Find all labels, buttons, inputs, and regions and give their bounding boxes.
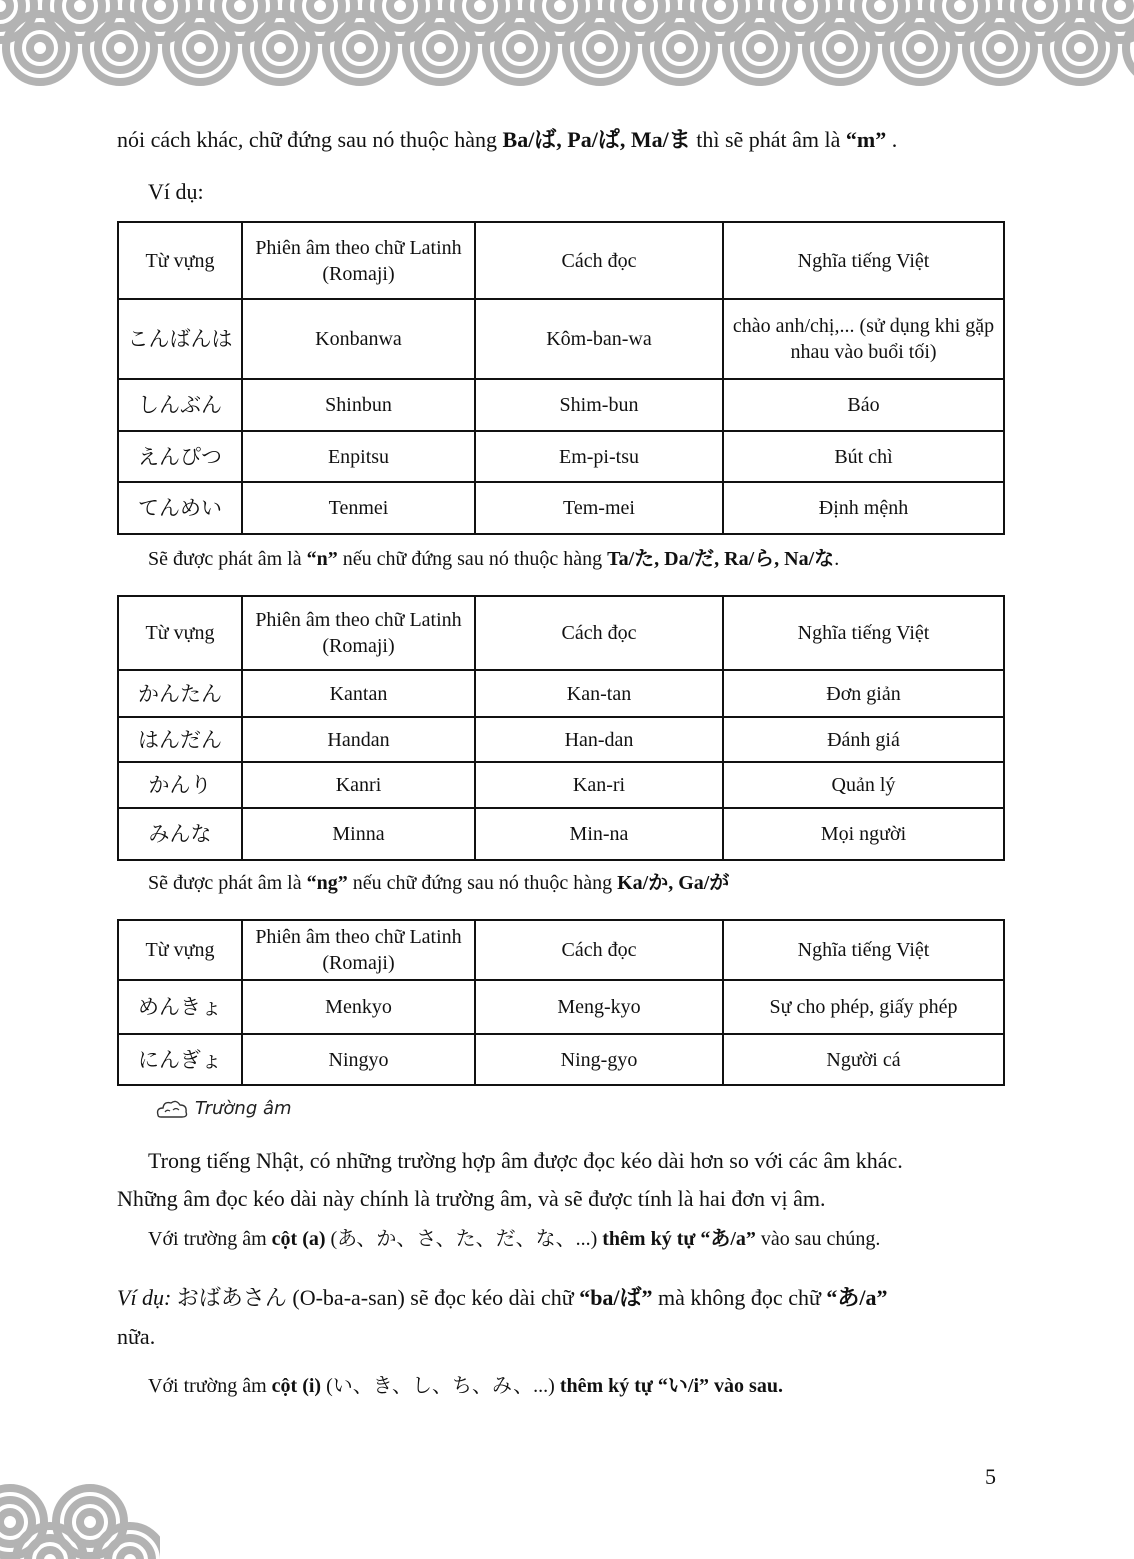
table-row (118, 808, 1004, 860)
vocab-table-m (117, 221, 1005, 535)
header-reading: Cách đọc (475, 920, 723, 980)
wave-scallop (966, 14, 1034, 82)
cell-vocab: にんぎょ (118, 1034, 242, 1085)
cell-reading: Min-na (475, 808, 723, 860)
header-meaning: Nghĩa tiếng Việt (723, 222, 1004, 299)
header-vocab: Từ vựng (118, 596, 242, 670)
header-reading: Cách đọc (475, 222, 723, 299)
cell-reading: Meng-kyo (475, 980, 723, 1034)
wave-scallop (326, 14, 394, 82)
table-row (118, 670, 1004, 717)
cell-meaning: Quản lý (723, 762, 1004, 808)
header-reading: Cách đọc (475, 596, 723, 670)
rule-i-line: Với trường âm cột (i) (い、き、し、ち、み、...) thêm ký tự “い/i” vào sau. (148, 1375, 783, 1397)
cell-vocab: こんばんは (118, 299, 242, 379)
table-row (118, 717, 1004, 762)
wave-scallop (406, 14, 474, 82)
header-meaning: Nghĩa tiếng Việt (723, 596, 1004, 670)
cell-romaji: Kantan (242, 670, 475, 717)
cell-meaning: Người cá (723, 1034, 1004, 1085)
cell-romaji: Shinbun (242, 379, 475, 431)
table-header-row (118, 596, 1004, 670)
cell-vocab: かんり (118, 762, 242, 808)
cell-reading: Kan-tan (475, 670, 723, 717)
cloud-icon (155, 1098, 189, 1120)
cell-vocab: めんきょ (118, 980, 242, 1034)
cell-meaning: Báo (723, 379, 1004, 431)
top-wave-decoration (0, 0, 1134, 90)
cell-vocab: はんだん (118, 717, 242, 762)
cell-romaji: Tenmei (242, 482, 475, 534)
header-romaji: Phiên âm theo chữ Latinh (Romaji) (242, 222, 475, 299)
wave-scallop (486, 14, 554, 82)
table-row (118, 482, 1004, 534)
rule-n-line: Sẽ được phát âm là “n” nếu chữ đứng sau nó thuộc hàng Ta/た, Da/だ, Ra/ら, Na/な. (148, 548, 840, 570)
header-vocab: Từ vựng (118, 222, 242, 299)
table-row (118, 299, 1004, 379)
paragraph-line: Những âm đọc kéo dài này chính là trường âm, và sẽ được tính là hai đơn vị âm. (117, 1186, 826, 1211)
cell-romaji: Enpitsu (242, 431, 475, 482)
table-row (118, 762, 1004, 808)
wave-scallop (806, 14, 874, 82)
cell-meaning: Đơn giản (723, 670, 1004, 717)
wave-scallop (96, 1526, 160, 1559)
cell-meaning: Định mệnh (723, 482, 1004, 534)
cell-reading: Kôm-ban-wa (475, 299, 723, 379)
section-heading (155, 1094, 292, 1124)
cell-reading: Tem-mei (475, 482, 723, 534)
cell-reading: Kan-ri (475, 762, 723, 808)
example-label: Ví dụ: (148, 179, 204, 204)
vocab-table-n (117, 595, 1005, 861)
example-line-end: nữa. (117, 1324, 156, 1349)
example-line: Ví dụ: おばあさん (O-ba-a-san) sẽ đọc kéo dài chữ “ba/ば” mà không đọc chữ “あ/a” (117, 1285, 888, 1310)
bottom-wave-decoration (0, 1460, 160, 1559)
header-meaning: Nghĩa tiếng Việt (723, 920, 1004, 980)
wave-scallop (16, 1526, 84, 1559)
cell-reading: Han-dan (475, 717, 723, 762)
cell-meaning: Đánh giá (723, 717, 1004, 762)
cell-meaning: Sự cho phép, giấy phép (723, 980, 1004, 1034)
wave-scallop (886, 14, 954, 82)
wave-scallop (6, 14, 74, 82)
cell-vocab: かんたん (118, 670, 242, 717)
rule-a-line: Với trường âm cột (a) (あ、か、さ、た、だ、な、...) thêm ký tự “あ/a” vào sau chúng. (148, 1228, 881, 1250)
cell-romaji: Konbanwa (242, 299, 475, 379)
cell-reading: Shim-bun (475, 379, 723, 431)
wave-scallop (566, 14, 634, 82)
intro-line: nói cách khác, chữ đứng sau nó thuộc hàng Ba/ば, Pa/ぱ, Ma/ま thì sẽ phát âm là “m” . (117, 127, 898, 152)
table-header-row (118, 920, 1004, 980)
cell-reading: Em-pi-tsu (475, 431, 723, 482)
cell-meaning: Mọi người (723, 808, 1004, 860)
cell-vocab: しんぶん (118, 379, 242, 431)
page-number: 5 (985, 1464, 996, 1489)
vocab-table-ng (117, 919, 1005, 1086)
table-row (118, 1034, 1004, 1085)
wave-scallop (246, 14, 314, 82)
wave-scallop (1046, 14, 1114, 82)
cell-reading: Ning-gyo (475, 1034, 723, 1085)
section-title: Trường âm (195, 1098, 292, 1119)
cell-vocab: みんな (118, 808, 242, 860)
cell-romaji: Menkyo (242, 980, 475, 1034)
header-romaji: Phiên âm theo chữ Latinh (Romaji) (242, 596, 475, 670)
table-row (118, 431, 1004, 482)
cell-romaji: Ningyo (242, 1034, 475, 1085)
rule-ng-line: Sẽ được phát âm là “ng” nếu chữ đứng sau nó thuộc hàng Ka/か, Ga/が (148, 872, 730, 894)
cell-romaji: Kanri (242, 762, 475, 808)
header-vocab: Từ vựng (118, 920, 242, 980)
wave-scallop (166, 14, 234, 82)
cell-meaning: Bút chì (723, 431, 1004, 482)
header-romaji: Phiên âm theo chữ Latinh (Romaji) (242, 920, 475, 980)
cell-vocab: てんめい (118, 482, 242, 534)
wave-scallop (646, 14, 714, 82)
cell-vocab: えんぴつ (118, 431, 242, 482)
paragraph-line: Trong tiếng Nhật, có những trường hợp âm được đọc kéo dài hơn so với các âm khác. (148, 1148, 903, 1173)
table-row (118, 379, 1004, 431)
wave-scallop (86, 14, 154, 82)
table-row (118, 980, 1004, 1034)
cell-romaji: Minna (242, 808, 475, 860)
cell-romaji: Handan (242, 717, 475, 762)
table-header-row (118, 222, 1004, 299)
cell-meaning: chào anh/chị,... (sử dụng khi gặp nhau vào buổi tối) (723, 299, 1004, 379)
wave-scallop (726, 14, 794, 82)
